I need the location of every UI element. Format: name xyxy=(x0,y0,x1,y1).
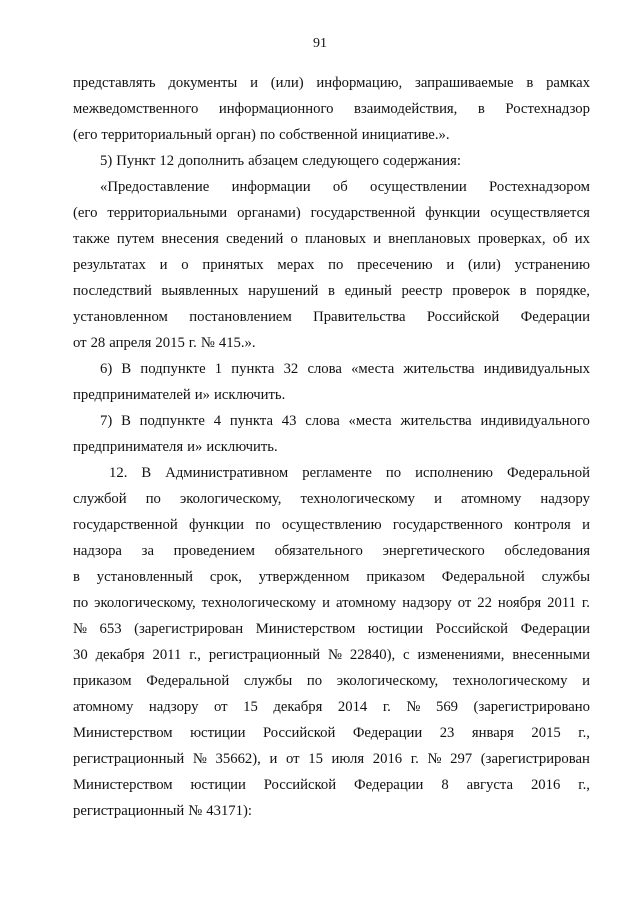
paragraph xyxy=(73,460,590,824)
text-line: 30 декабря 2011 г., регистрационный № 22840), с изменениями, внесенными xyxy=(73,647,590,663)
text-line: предпринимателей и» исключить. xyxy=(73,387,286,403)
text-line: также путем внесения сведений о плановых и внеплановых проверках, об их xyxy=(73,231,590,247)
text-line: 7) В подпункте 4 пункта 43 слова «места жительства индивидуального xyxy=(100,413,590,429)
text-line: предпринимателя и» исключить. xyxy=(73,439,278,455)
text-line: результатах и о принятых мерах по пресечению и (или) устранению xyxy=(73,257,590,273)
text-line: надзора за проведением обязательного энергетического обследования xyxy=(73,543,590,559)
text-line: Министерством юстиции Российской Федерации 8 августа 2016 г., xyxy=(73,777,590,793)
text-line: регистрационный № 43171): xyxy=(73,803,252,819)
text-line: «Предоставление информации об осуществлении Ростехнадзором xyxy=(100,179,590,195)
paragraph xyxy=(73,356,590,408)
text-line: от 28 апреля 2015 г. № 415.». xyxy=(73,335,256,351)
text-line: государственной функции по осуществлению государственного контроля и xyxy=(73,517,590,533)
paragraph xyxy=(73,148,590,174)
text-line: атомному надзору от 15 декабря 2014 г. № 569 (зарегистрировано xyxy=(73,699,590,715)
paragraph xyxy=(73,408,590,460)
document-body xyxy=(73,70,590,824)
page-number: 91 xyxy=(313,36,327,51)
text-line: 6) В подпункте 1 пункта 32 слова «места жительства индивидуальных xyxy=(100,361,590,377)
text-line: Министерством юстиции Российской Федерации 23 января 2015 г., xyxy=(73,725,590,741)
text-line: приказом Федеральной службы по экологическому, технологическому и xyxy=(73,673,590,689)
text-line: установленном постановлением Правительства Российской Федерации xyxy=(73,309,590,325)
text-line: межведомственного информационного взаимодействия, в Ростехнадзор xyxy=(73,101,590,117)
text-line: последствий выявленных нарушений в единый реестр проверок в порядке, xyxy=(73,283,590,299)
text-line: № 653 (зарегистрирован Министерством юстиции Российской Федерации xyxy=(73,621,590,637)
text-line: представлять документы и (или) информацию, запрашиваемые в рамках xyxy=(73,75,590,91)
text-line: (его территориальный орган) по собственной инициативе.». xyxy=(73,127,450,143)
text-line: службой по экологическому, технологическому и атомному надзору xyxy=(73,491,590,507)
paragraph xyxy=(73,70,590,148)
text-line: в установленный срок, утвержденном приказом Федеральной службы xyxy=(73,569,590,585)
text-line: (его территориальными органами) государственной функции осуществляется xyxy=(73,205,590,221)
paragraph xyxy=(73,174,590,356)
text-line: по экологическому, технологическому и атомному надзору от 22 ноября 2011 г. xyxy=(73,595,590,611)
text-line: 5) Пункт 12 дополнить абзацем следующего содержания: xyxy=(100,153,461,169)
text-line: 12. В Административном регламенте по исполнению Федеральной xyxy=(109,465,590,481)
text-line: регистрационный № 35662), и от 15 июля 2016 г. № 297 (зарегистрирован xyxy=(73,751,590,767)
